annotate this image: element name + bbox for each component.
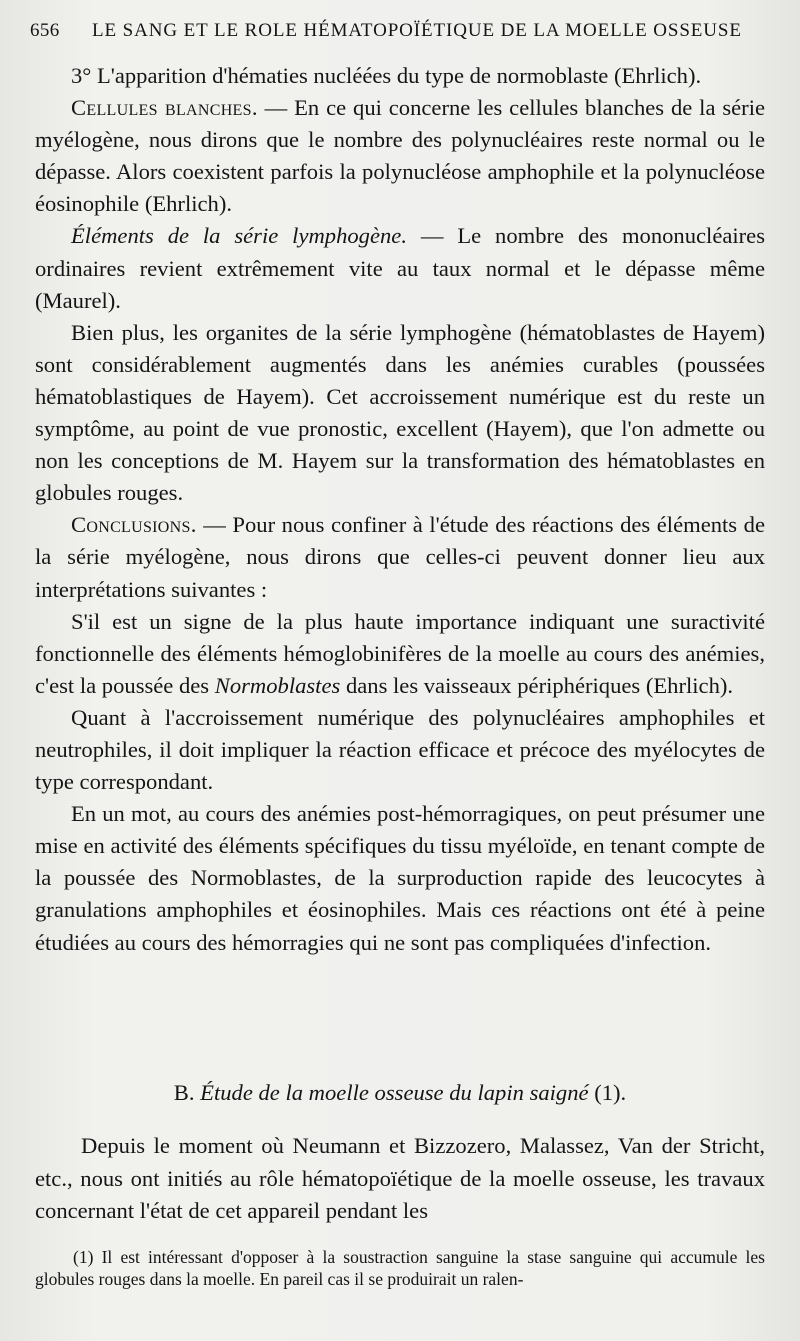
section-title: Étude de la moelle osseuse du lapin saigné bbox=[200, 1080, 589, 1105]
paragraph-apparition: 3° L'apparition d'hématies nucléées du type de normoblaste (Ehrlich). bbox=[71, 63, 702, 88]
section-text bbox=[35, 1130, 765, 1228]
italic-term: Normoblastes bbox=[214, 672, 341, 698]
running-title: LE SANG ET LE ROLE HÉMATOPOÏÉTIQUE DE LA MOELLE OSSEUSE bbox=[92, 20, 742, 41]
section-heading bbox=[35, 1077, 765, 1109]
paragraph-en-un-mot: En un mot, au cours des anémies post-hémorragiques, on peut présumer une mise en activité des éléments spécifiques du tissu myéloïde, en tenant compte de la poussée des Normoblastes, de la surproduction rapide des leucocytes à granulations amphophiles et éosinophiles. Mais ces réactions ont été à peine étudiées au cours des hémorragies qui ne sont pas compliquées d'infection. bbox=[35, 801, 765, 955]
paragraph-lead: Éléments de la série lymphogène. bbox=[71, 223, 407, 249]
main-text bbox=[35, 60, 765, 959]
paragraph-text: — Le nombre des mononucléaires ordinaires revient extrêmement vite au taux normal et le dépasse même (Maurel). bbox=[35, 223, 765, 313]
paragraph-lead: Conclusions. bbox=[71, 512, 197, 538]
paragraph-cellules-blanches bbox=[35, 92, 765, 220]
paragraph-normoblastes bbox=[35, 606, 765, 702]
footnote-reference: (1). bbox=[588, 1080, 627, 1105]
paragraph-lead: Cellules blanches. bbox=[71, 95, 258, 121]
page-header bbox=[30, 20, 775, 50]
section-prefix: B. bbox=[173, 1080, 201, 1105]
paragraph-text: — Pour nous confiner à l'étude des réactions des éléments de la série myélogène, nous dirons que celles-ci peuvent donner lieu aux interprétations suivantes : bbox=[35, 512, 765, 602]
paragraph-conclusions bbox=[35, 509, 765, 605]
footnote-text: (1) Il est intéressant d'opposer à la soustraction sanguine la stase sanguine qui accumule les globules rouges dans la moelle. En pareil cas il se produirait un ralen- bbox=[35, 1247, 765, 1289]
paragraph-polynucleaires: Quant à l'accroissement numérique des polynucléaires amphophiles et neutrophiles, il doit impliquer la réaction efficace et précoce des myélocytes de type correspondant. bbox=[35, 704, 765, 795]
paragraph-hematoblastes: Bien plus, les organites de la série lymphogène (hématoblastes de Hayem) sont considérablement augmentés dans les anémies curables (poussées hématoblastiques de Hayem). Cet accroissement numérique est du reste un symptôme, au point de vue pronostic, excellent (Hayem), que l'on admette ou non les conceptions de M. Hayem sur la transformation des hématoblastes en globules rouges. bbox=[35, 319, 765, 506]
paragraph-text: S'il est un signe de la plus haute importance indiquant une suractivité fonctionnelle des éléments hémoglobinifères de la moelle au cours des anémies, c'est la poussée des bbox=[35, 608, 765, 698]
paragraph-serie-lymphogene bbox=[35, 220, 765, 316]
paragraph-text: dans les vaisseaux périphériques (Ehrlich). bbox=[340, 672, 734, 698]
paragraph-neumann: Depuis le moment où Neumann et Bizzozero, Malassez, Van der Stricht, etc., nous ont initiés au rôle hématopoïétique de la moelle osseuse, les travaux concernant l'état de cet appareil pendant les bbox=[35, 1133, 765, 1223]
paragraph-text: — En ce qui concerne les cellules blanches de la série myélogène, nous dirons que le nombre des polynucléaires reste normal ou le dépasse. Alors coexistent parfois la polynucléose amphophile et la polynucléose éosinophile (Ehrlich). bbox=[35, 95, 765, 217]
page-number: 656 bbox=[30, 20, 60, 41]
footnote bbox=[35, 1246, 765, 1290]
